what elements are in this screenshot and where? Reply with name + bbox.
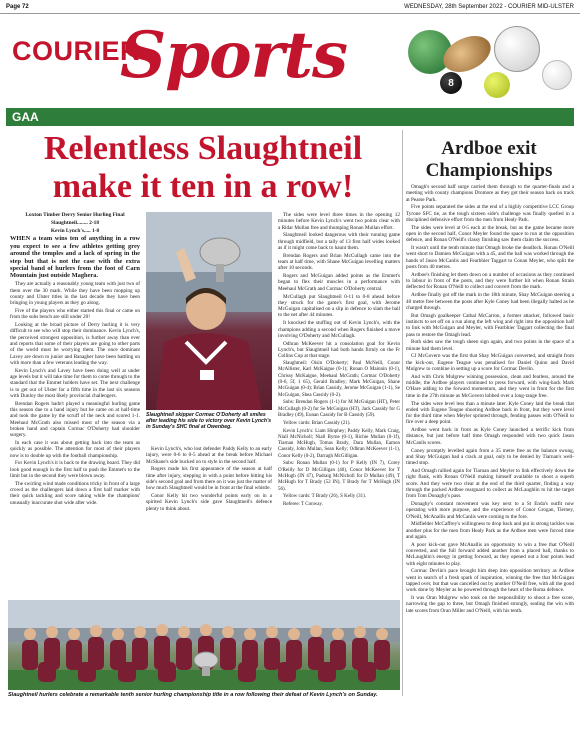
captain-photo-caption: Slaughtneil skipper Cormac O'Doherty all smiles after leading his side to victory over Kevin Lynch's in Sunday's SHC final at Owenbeg.	[146, 412, 272, 430]
main-headline: Relentless Slaughtneil make it ten in a row!	[43, 130, 363, 205]
dateline: WEDNESDAY, 28th September 2022 - COURIER MID-ULSTER	[404, 3, 574, 10]
body-paragraph: Ardboe finally got off the mark in the 18th minute, Shay McGuigan steering a 40 metre free between the posts after Kyle Coney had been illegally halted as he charged through.	[406, 292, 574, 311]
body-paragraph: Midfielder McCaffrey's willingness to drop back and put in strong tackles was another plus for the men from Healy Park as the Ardboe men were forced time and again.	[406, 521, 574, 540]
body-paragraph: Kevin Lynch's, who lost defender Paddy Kelly to an early injury, were 0-6 to 0-5 ahead at the break before Michael McShane's side bucked on to style in the second half.	[146, 446, 272, 465]
body-paragraph: They are actually a reasonably young team with just two of them over the 30 mark. While they have been mopping up county and Ulster titles in the last decade they have been bringing in young players as they go along.	[10, 281, 140, 307]
golf-ball-icon	[542, 60, 572, 90]
captain-photo-illustration	[146, 212, 272, 410]
body-paragraph: Rogers made his first appearance of the season at half time after injury, stepping in with a point before hitting his side's second goal and from there on it was just the matter of how much Slaughtneil would be in front at the final whistle.	[146, 466, 272, 492]
body-paragraph: Brendan Rogers hadn't played a meaningful hurling game this season due to a hand injury but he came on at half-time and took the game by the scruff of the neck and scored 1-1. Meehaul McGrath also missed most of the season via a broken hand and captain Cormac O'Doherty had shoulder surgery.	[10, 400, 140, 439]
body-paragraph: Donaghy's constant movement was key next to a St Enda's outfit now operating with more purpose, and the experience of Conor Grogan, Tierney, O'Neill, McAnallis and McCanlis were coming to the fore.	[406, 500, 574, 520]
team-subs: Subs: Ronan Mullan (0-1) for P Kelly (IN 7), Corey O'Reilly for D McGilligan (40), Conor McKeever for T McHugh (IN 47), Padraig McNicholl for D Mullan (49), T McHugh for T Brady (52 IN), T Brady for T McHugh (IN 56).	[278, 461, 400, 492]
body-paragraph: Both sides saw the tough sheen sign again, and two points in the space of a minute had them level.	[406, 339, 574, 352]
body-paragraph: The sides were level three times in the opening 12 minutes before Kevin Lynch's went two points clear with a Ridar Mullan free and thumping Ronan Mullan effort.	[278, 212, 400, 231]
body-paragraph: Slaughtneil looked dangerous with their running game through midfield, but a tally of 13 first half wides looked as if it might come back to haunt them.	[278, 232, 400, 251]
body-paragraph: And Omagh rallied again for Tiarnan and Meyler to link effectively down the right flank, with Ronan O'Neill making himself available to shoot a superb score. And they were two clear at the end of the third quarter, finding a way through the packed Ardboe rearguard to collect as McLaughlin to hit the target from Tom Donaghy's pass.	[406, 467, 574, 500]
body-paragraph: Omagh's second half surge carried them through to the quarter-finals and a meeting with county champions Dromore as they got their season back on track at Pearse Park.	[406, 184, 574, 203]
body-paragraph: Odhran McKeever hit a consolation goal for Kevin Lynch's, but Slaughtneil had both hands firmly on the Fr Collins Cup at that stage.	[278, 340, 400, 360]
score-line: Slaughtneil........ 2-18	[50, 219, 100, 226]
soccer-ball-icon	[494, 26, 540, 72]
sidebar-article	[406, 184, 574, 698]
body-paragraph: Ardboe's finishing let them down on a number of occasions as they continued to labour in front of the posts, and they were further hit when Ronan Strain deflected for Ronan O'Neill to collect and convert from the mark.	[406, 271, 574, 291]
body-paragraph: McCullagh put Slaughtneil 0-11 to 0-8 ahead before they struck for the game's first goal, with Jerome McGuigan capitalised on a slip in defence to slam the ball to the net after 44 minutes.	[278, 293, 400, 319]
body-paragraph: Cormac Devlin's pace brought him deep into opposition territory as Ardboe went in search of a fresh spark of inspiration, winning the free that McGuigan tapped over, but that was cancelled out by another O'Neill free, with all the good work done by Meyler as he powered through the heart of the Roma defence.	[406, 568, 574, 594]
body-paragraph: Brendan Rogers and Brian McCullagh came into the team at half time, with Shane McGuigan levelling matters after 10 seconds.	[278, 252, 400, 272]
masthead	[0, 14, 580, 106]
body-paragraph: It knocked the stuffing out of Kevin Lynch's, with the champions adding a second when Rogers finished a move involving O'Doherty and McCullagh.	[278, 320, 400, 339]
team-photo-illustration	[8, 600, 400, 690]
page-number: Page 72	[6, 3, 29, 10]
eight-ball-icon: 8	[440, 72, 462, 94]
referee: Referee: T Conway.	[283, 502, 323, 508]
body-paragraph: Ardboe went back in front as Kyle Coney launched a terrific kick from distance, but just before half time Omagh responded with two quick Jason McCanlis scores.	[406, 427, 574, 446]
yellow-cards: Yellow cards: Brian Cassidy (21).	[283, 420, 351, 426]
team-photo-caption: Slaughtneil hurlers celebrate a remarkable tenth senior hurling championship title in a row following their defeat of Kevin Lynch's on Sunday.	[8, 692, 378, 698]
body-paragraph: Looking at the broad picture of Derry hurling it is very difficult to see who will stop their dominance. Kevin Lynch's, the perceived strongest opposition, is further away than ever and reports that some of their players are going to other parts of the world must be worrying them. The once dominant Lavey are down to junior and Banagher have been battling on with more than a few veterans leading the way.	[10, 322, 140, 366]
body-paragraph: Kevin Lynch's and Lavey have been doing well at under age levels but it will take time for them to come through to the standard that the Emmet holders have set. The next challenge is to get out of Ulster for a fifth time in the last six seasons with Dunloy the most likely provincial challengers.	[10, 367, 140, 399]
body-paragraph: And with Chris Mulgrew winning possession, clean and fearless, around the middle, the Ardboe players continued to press forward, with wing-back Mark O'Hare adding to the forward momentum, and they went in front for the first time in the 27th minute as McGovern lobbed over a long-range free.	[406, 373, 574, 399]
body-paragraph: Rogers and McGuigan added points as the Emmet's began to flex their muscles in a performance with Meehaul McGrath and Cormac O'Doherty central.	[278, 273, 400, 292]
body-paragraph: Five of the players who either started this final or came on from the subs bench are still under 20!	[10, 308, 140, 321]
masthead-courier: COURIER	[12, 36, 141, 66]
body-paragraph: But Omagh goalkeeper Cathal McCarron, a former attacker, followed basic instincts to set off on a run along the left wing and right into the opposition half to link with McGuigan and Meyler, with Fearbhier Taggart collecting the final pass to restore the Omagh lead.	[406, 312, 574, 338]
body-paragraph: The sides were level less than a minute later. Kyle Coney laid the break that ended with Eugene Teague shooting Ardboe back in front, but they were level for the third time when Meyler sprinted through, fending passes with O'Neill to fire over a deep point.	[406, 400, 574, 426]
tennis-ball-icon	[484, 72, 510, 98]
body-paragraph: It was Oran Mulgrew who took on the responsibility to shoot a free score, narrowing the gap to three, but Omagh finished strongly, sealing the win with late scores from Oran Miller and O'Neill, with his tenth.	[406, 595, 574, 614]
page-header-bar	[0, 0, 580, 14]
article-column-2	[146, 446, 272, 598]
body-paragraph: The sides were level at 0-5 each at the break, but as the game became more open in the second half, Conor Meyler found the space to run at the opposition defence, and Ronan O'Neill's classy finishing saw them claim the success.	[406, 224, 574, 244]
body-paragraph: In each case it was about getting back into the team as quickly as possible. The attention for most of their players now is to double up with the football championship.	[10, 439, 140, 459]
body-paragraph: CJ McGovern was the first that Shay McGuigan converted, and straight from the kick-out, Eugene Teague was penalised for Daniel Quinn and David Mulgrew to combine in setting up a score for Cormac Devlin.	[406, 353, 574, 373]
body-paragraph: For Kevin Lynch's it is back to the drawing board. They did look good enough in the first half to push the Emmet's to the limit but in the second they were blown away.	[10, 460, 140, 479]
article-column-3	[278, 212, 400, 596]
yellow-cards: Yellow cards: T Brady (26), S Kelly (31).	[283, 494, 367, 500]
body-paragraph: A poor kick-out gave McAnallis an opportunity to win a free that O'Neill converted, and the full forward added another from a placed ball, thanks to McLaughlin's energy in getting forward, as they opened out a four points lead with eight minutes to play.	[406, 541, 574, 567]
body-paragraph: It wasn't until the tenth minute that Omagh broke the deadlock. Ronan O'Neill went short to Damien McGuigan with a 45, and the ball was worked through the hands of Jason McCanlis and Fearbhier Taggart to Conan Meyler, who split the posts from 40 metres.	[406, 245, 574, 271]
captain-photo	[146, 212, 272, 410]
masthead-sports: Sports	[120, 18, 347, 93]
body-paragraph: The swirling wind made conditions tricky in front of a large crowd as the challengers laid down a first half marker with their quick tackling and score taking while the champions' unusually inaccurate shot wide after wide.	[10, 480, 140, 506]
article-column-1	[10, 212, 140, 506]
team-subs: Subs: Brendan Rogers (1-1) for M McGuigan (HT), Peter McCullagh (0-2) for Se McGuigan (HT), Jack Cassidy for G Bradley (49), Eunan Cassidy for B Cassidy (59).	[278, 400, 400, 418]
team-lineup: Slaughtneil: Oisin O'Doherty; Paul McNeill, Conor McAllister, Karl McKaigue (0-1); Ronan O Mainnin (0-1), Chrissy McKaigue, Meehaul McGrath; Cormac O'Doherty (0-6, 5f, 1 65), Gerald Bradley; Mark McGuigan, Shane McGuigan (0-4); Brian Cassidy, Jerome McGuigan (1-1), Se McGuigan, Shea Cassidy (0-2).	[278, 361, 400, 398]
sidebar-headline: Ardboe exit Championships	[425, 138, 553, 181]
team-photo	[8, 600, 400, 690]
match-kicker: Loxton Timber Derry Senior Hurling Final	[25, 212, 125, 218]
column-divider	[402, 130, 403, 696]
lead-paragraph: WHEN a team wins ten of anything in a row you expect to see a few athletes getting grey around the temples and a lack of spring in the step but that is not the case with the extra special band of hurlers from the foot of Carn Mountain just outside Maghera.	[10, 235, 140, 280]
body-paragraph: Conor Kelly hit two wonderful points early on in a spirited Kevin Lynch's side gave Slaughtneil's defence plenty to think about.	[146, 493, 272, 512]
section-label: GAA	[6, 108, 574, 126]
team-lineup: Kevin Lynch's: Liam Hinphey; Paddy Kelly, Mark Craig, Niall McNicholl; Niall Byrne (0-1), Richie Mullan (0-1f), Tiarnan McHugh, Tomas Brady, Dara Mullan, Eamon Cassidy, John Mullan, Sean Kelly; Odhran McKeever (1-1), Conor Kelly (0-2), Darragh McGilligan.	[278, 428, 400, 459]
body-paragraph: Coney promptly levelled again from a 35 metre free as the balance swung, and Shay McGuigan had a crack at goal, only to be denied by Tiarnan's well-timed stop.	[406, 447, 574, 467]
body-paragraph: Five points separated the sides at the end of a highly competitive LCC Group Tyrone SFC tie, as the tough sixteen side's challenge was finally quelled in a disciplined defensive effort from the men from Healy Park.	[406, 204, 574, 223]
score-line-2: Kevin Lynch's..... 1-8	[50, 227, 100, 234]
